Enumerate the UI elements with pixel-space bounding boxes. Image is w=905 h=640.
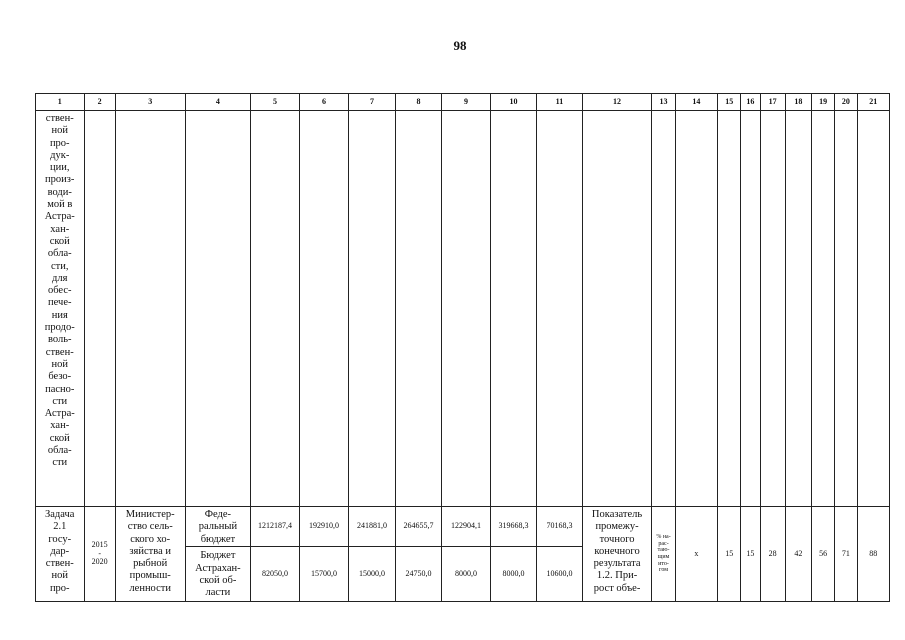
table-cell — [299, 111, 349, 507]
page-number: 98 — [453, 38, 467, 53]
continuation-row — [36, 111, 890, 507]
federal-value: 319668,3 — [490, 507, 536, 547]
column-number: 13 — [652, 94, 675, 111]
target-value: 71 — [835, 507, 857, 602]
column-number: 2 — [84, 94, 115, 111]
task-row-federal — [36, 507, 890, 547]
executor-cell: Министер- ство сель- ского хо- зяйства и рыбной промыш- ленности — [115, 507, 185, 602]
target-value: 42 — [785, 507, 811, 602]
indicator-cell: Показатель промежу- точного конечного результата 1.2. При- рост объе- — [582, 507, 652, 602]
column-number: 20 — [835, 94, 857, 111]
regional-value: 24750,0 — [395, 546, 441, 601]
table-cell — [442, 111, 491, 507]
table-cell — [395, 111, 441, 507]
regional-value: 82050,0 — [251, 546, 300, 601]
column-number: 18 — [785, 94, 811, 111]
column-number: 8 — [395, 94, 441, 111]
base-value: x — [675, 507, 717, 602]
column-number: 16 — [741, 94, 760, 111]
table-cell — [84, 111, 115, 507]
table-cell — [741, 111, 760, 507]
federal-value: 1212187,4 — [251, 507, 300, 547]
column-number: 12 — [582, 94, 652, 111]
column-number: 4 — [185, 94, 251, 111]
column-number: 7 — [349, 94, 395, 111]
column-number: 19 — [812, 94, 835, 111]
regional-value: 15000,0 — [349, 546, 395, 601]
federal-value: 70168,3 — [537, 507, 582, 547]
table-cell — [115, 111, 185, 507]
program-table — [35, 93, 890, 602]
table-cell — [582, 111, 652, 507]
table-cell — [537, 111, 582, 507]
table-cell — [185, 111, 251, 507]
table-cell — [857, 111, 890, 507]
unit-cell: % на- рас- таю- щим ито- гом — [652, 507, 675, 602]
federal-value: 192910,0 — [299, 507, 349, 547]
table-cell — [835, 111, 857, 507]
regional-value: 8000,0 — [442, 546, 491, 601]
column-number: 6 — [299, 94, 349, 111]
federal-value: 264655,7 — [395, 507, 441, 547]
target-value: 88 — [857, 507, 890, 602]
source-federal: Феде- ральный бюджет — [185, 507, 251, 547]
regional-value: 10600,0 — [537, 546, 582, 601]
column-number: 17 — [760, 94, 785, 111]
target-value: 15 — [741, 507, 760, 602]
target-value: 15 — [718, 507, 741, 602]
table-cell — [652, 111, 675, 507]
regional-value: 8000,0 — [490, 546, 536, 601]
column-number: 10 — [490, 94, 536, 111]
column-number: 9 — [442, 94, 491, 111]
column-number: 15 — [718, 94, 741, 111]
task-title: Задача 2.1 госу- дар- ствен- ной про- — [36, 507, 85, 602]
source-regional: Бюджет Астрахан- ской об- ласти — [185, 546, 251, 601]
table-cell — [675, 111, 717, 507]
column-number: 5 — [251, 94, 300, 111]
column-number: 3 — [115, 94, 185, 111]
goal-text-continued: ствен- ной про- дук- ции, произ- води- мой в Астра- хан- ской обла- сти, для обес- пече- ния продо- воль- ствен- ной безо- пасно- сти Астра- хан- ской обла- сти — [36, 111, 85, 507]
table-cell — [812, 111, 835, 507]
target-value: 28 — [760, 507, 785, 602]
table-cell — [718, 111, 741, 507]
column-number: 21 — [857, 94, 890, 111]
column-number: 11 — [537, 94, 582, 111]
years-cell: 2015 - 2020 — [84, 507, 115, 602]
target-value: 56 — [812, 507, 835, 602]
federal-value: 122904,1 — [442, 507, 491, 547]
table-cell — [490, 111, 536, 507]
table-cell — [785, 111, 811, 507]
header-row — [36, 94, 890, 111]
column-number: 1 — [36, 94, 85, 111]
table-cell — [760, 111, 785, 507]
table-cell — [349, 111, 395, 507]
column-number: 14 — [675, 94, 717, 111]
regional-value: 15700,0 — [299, 546, 349, 601]
table-cell — [251, 111, 300, 507]
federal-value: 241881,0 — [349, 507, 395, 547]
